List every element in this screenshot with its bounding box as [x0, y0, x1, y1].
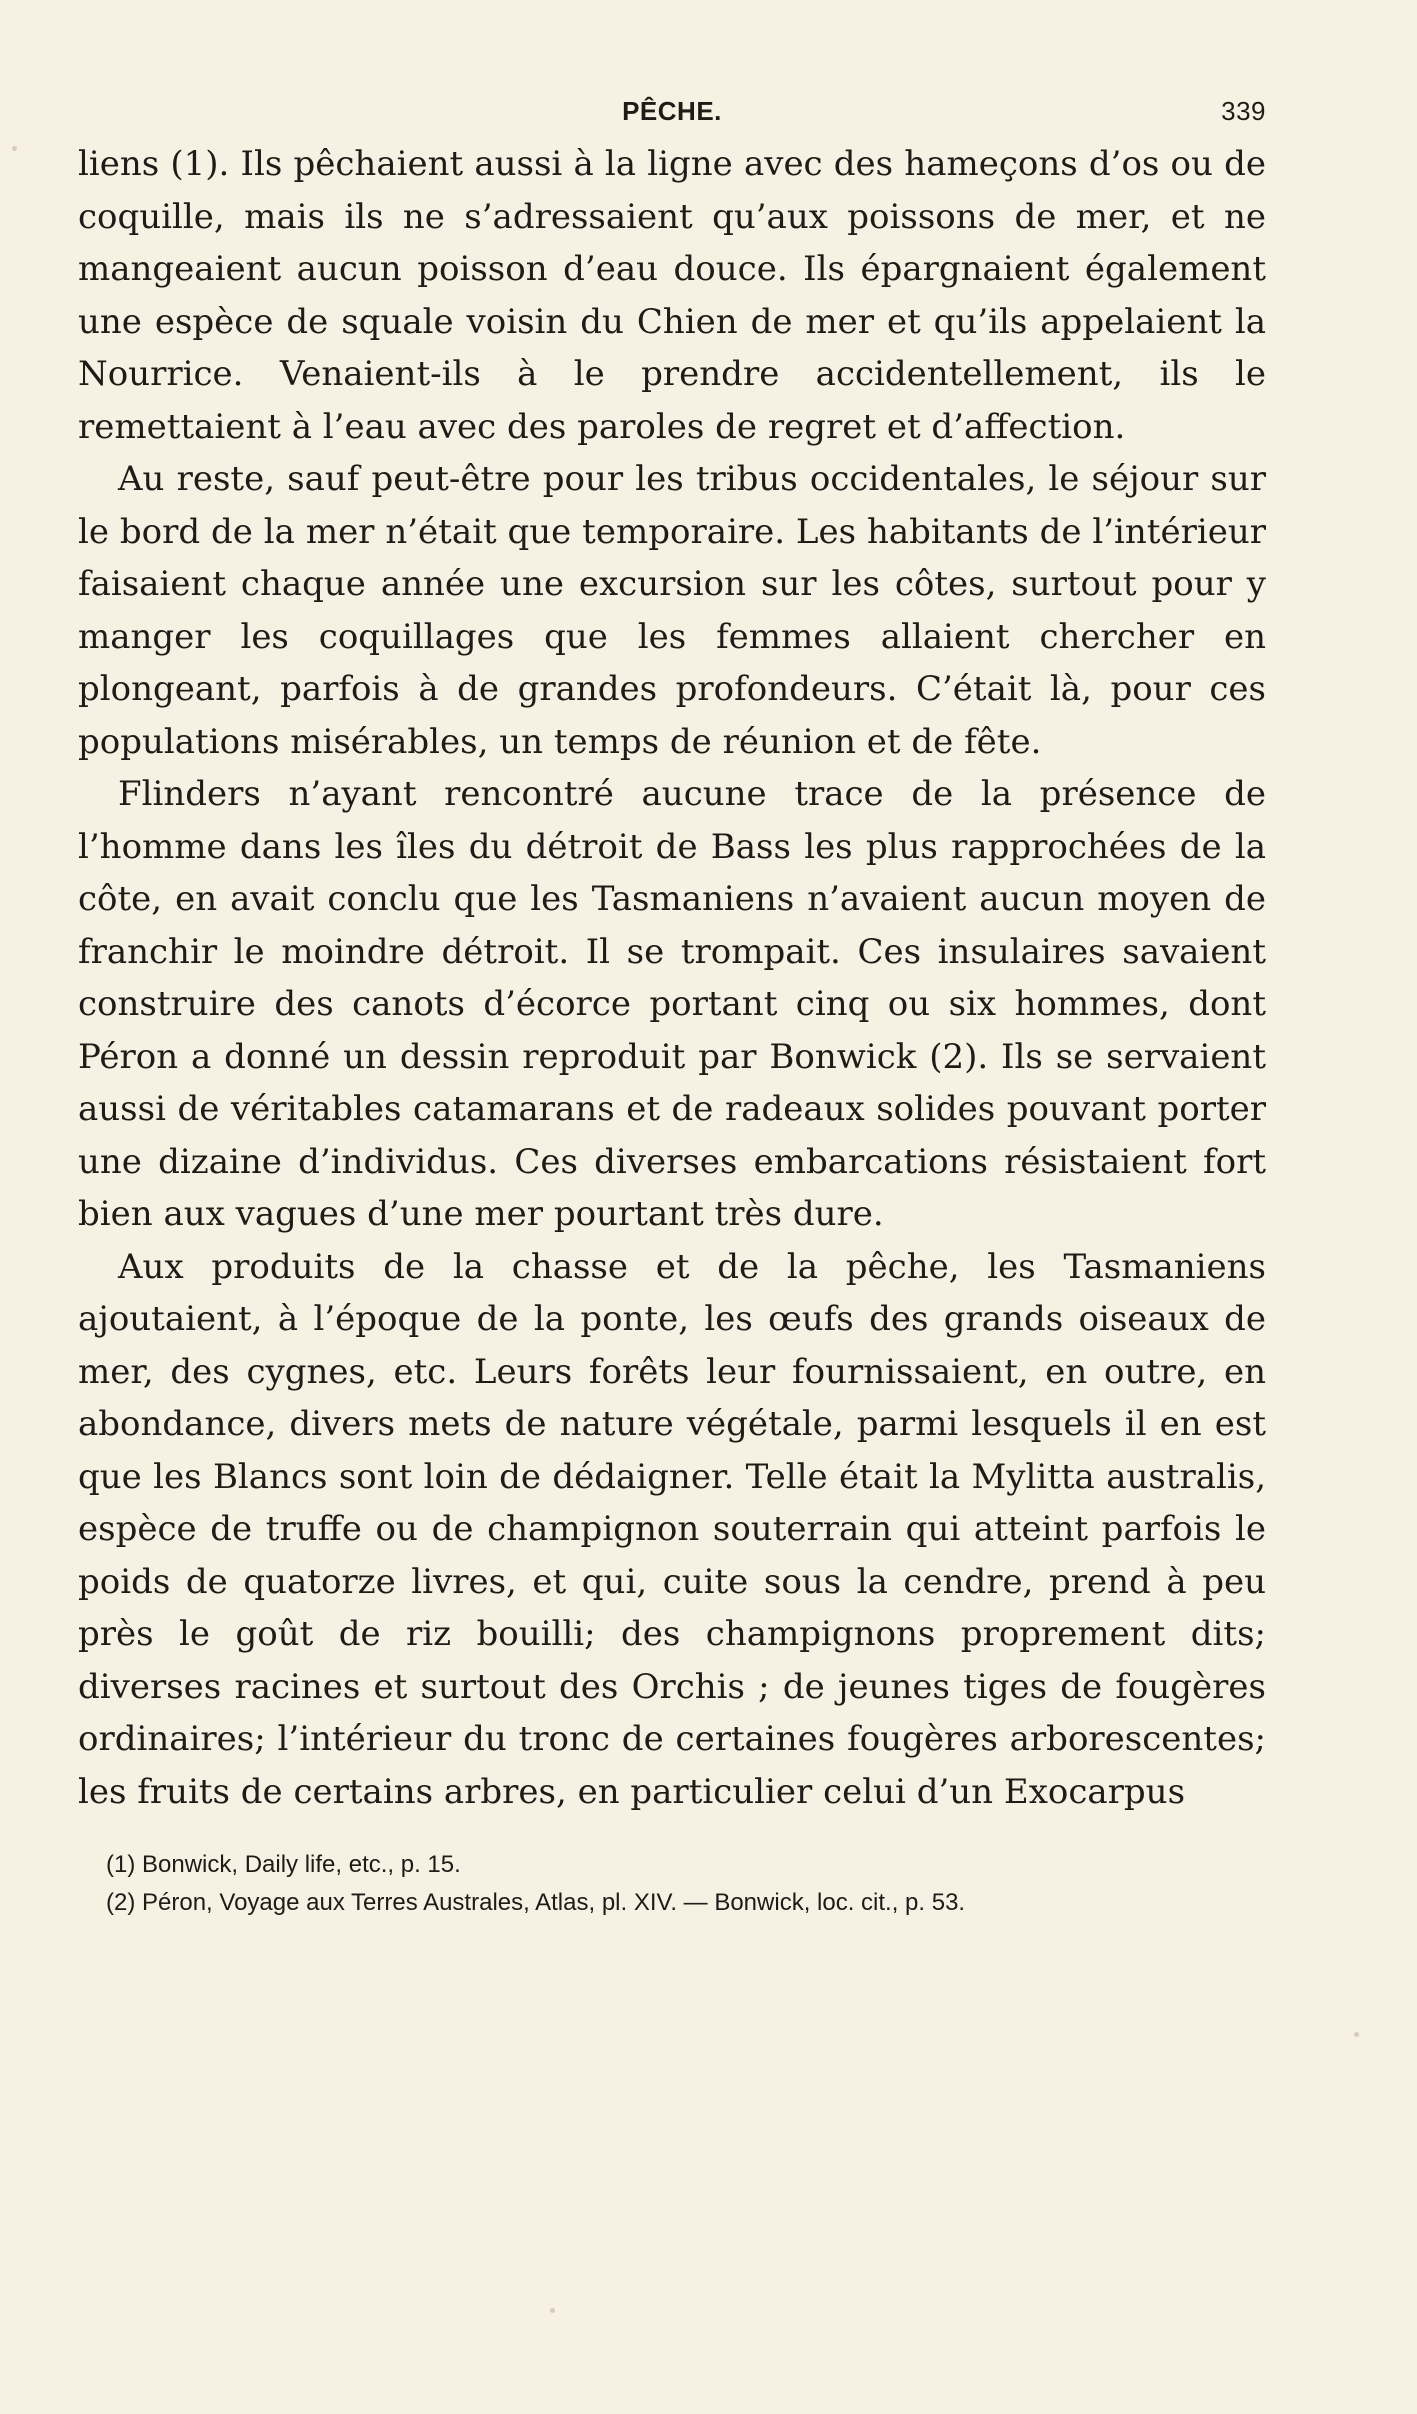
- paper-speck: [550, 2308, 555, 2313]
- paper-speck: [1354, 2032, 1359, 2037]
- main-text: [78, 138, 1266, 1818]
- paper-speck: [12, 146, 17, 151]
- paragraph-2: Au reste, sauf peut-être pour les tribus occidentales, le séjour sur le bord de la mer n’était que temporaire. Les habitants de l’intérieur faisaient chaque année une excursion sur les côtes, surtout pour y manger les coquillages que les femmes allaient chercher en plongeant, parfois à de grandes profondeurs. C’était là, pour ces populations misérables, un temps de réunion et de fête.: [78, 459, 1266, 762]
- paragraph-3: Flinders n’ayant rencontré aucune trace de la présence de l’homme dans les îles du détroit de Bass les plus rapprochées de la côte, en avait conclu que les Tasmaniens n’avaient aucun moyen de franchir le moindre détroit. Il se trompait. Ces insulaires savaient construire des canots d’écorce portant cinq ou six hommes, dont Péron a donné un dessin reproduit par Bonwick (2). Ils se servaient aussi de véritables catamarans et de radeaux solides pouvant porter une dizaine d’individus. Ces diverses embarcations résistaient fort bien aux vagues d’une mer pourtant très dure.: [78, 774, 1266, 1234]
- page-number: 339: [1221, 96, 1266, 126]
- book-page: [78, 84, 1266, 1922]
- footnotes: [78, 1846, 1266, 1922]
- running-title: PÊCHE.: [622, 96, 722, 126]
- paragraph-4: Aux produits de la chasse et de la pêche, les Tasmaniens ajoutaient, à l’époque de la ponte, les œufs des grands oiseaux de mer, des cygnes, etc. Leurs forêts leur fournissaient, en outre, en abondance, divers mets de nature végétale, parmi lesquels il en est que les Blancs sont loin de dédaigner. Telle était la Mylitta australis, espèce de truffe ou de champignon souterrain qui atteint parfois le poids de quatorze livres, et qui, cuite sous la cendre, prend à peu près le goût de riz bouilli; des champignons proprement dits; diverses racines et surtout des Orchis ; de jeunes tiges de fougères ordinaires; l’intérieur du tronc de certaines fougères arborescentes; les fruits de certains arbres, en particulier celui d’un Exocarpus: [78, 1246, 1266, 1812]
- paragraph-1: liens (1). Ils pêchaient aussi à la ligne avec des hameçons d’os ou de coquille, mais ils ne s’adressaient qu’aux poissons de mer, et ne mangeaient aucun poisson d’eau douce. Ils épargnaient également une espèce de squale voisin du Chien de mer et qu’ils appelaient la Nourrice. Venaient-ils à le prendre accidentellement, ils le remettaient à l’eau avec des paroles de regret et d’affection.: [78, 144, 1266, 447]
- running-header: [78, 84, 1266, 138]
- footnote-1: (1) Bonwick, Daily life, etc., p. 15.: [106, 1851, 461, 1878]
- footnote-2: (2) Péron, Voyage aux Terres Australes, Atlas, pl. XIV. — Bonwick, loc. cit., p. 53.: [106, 1889, 966, 1916]
